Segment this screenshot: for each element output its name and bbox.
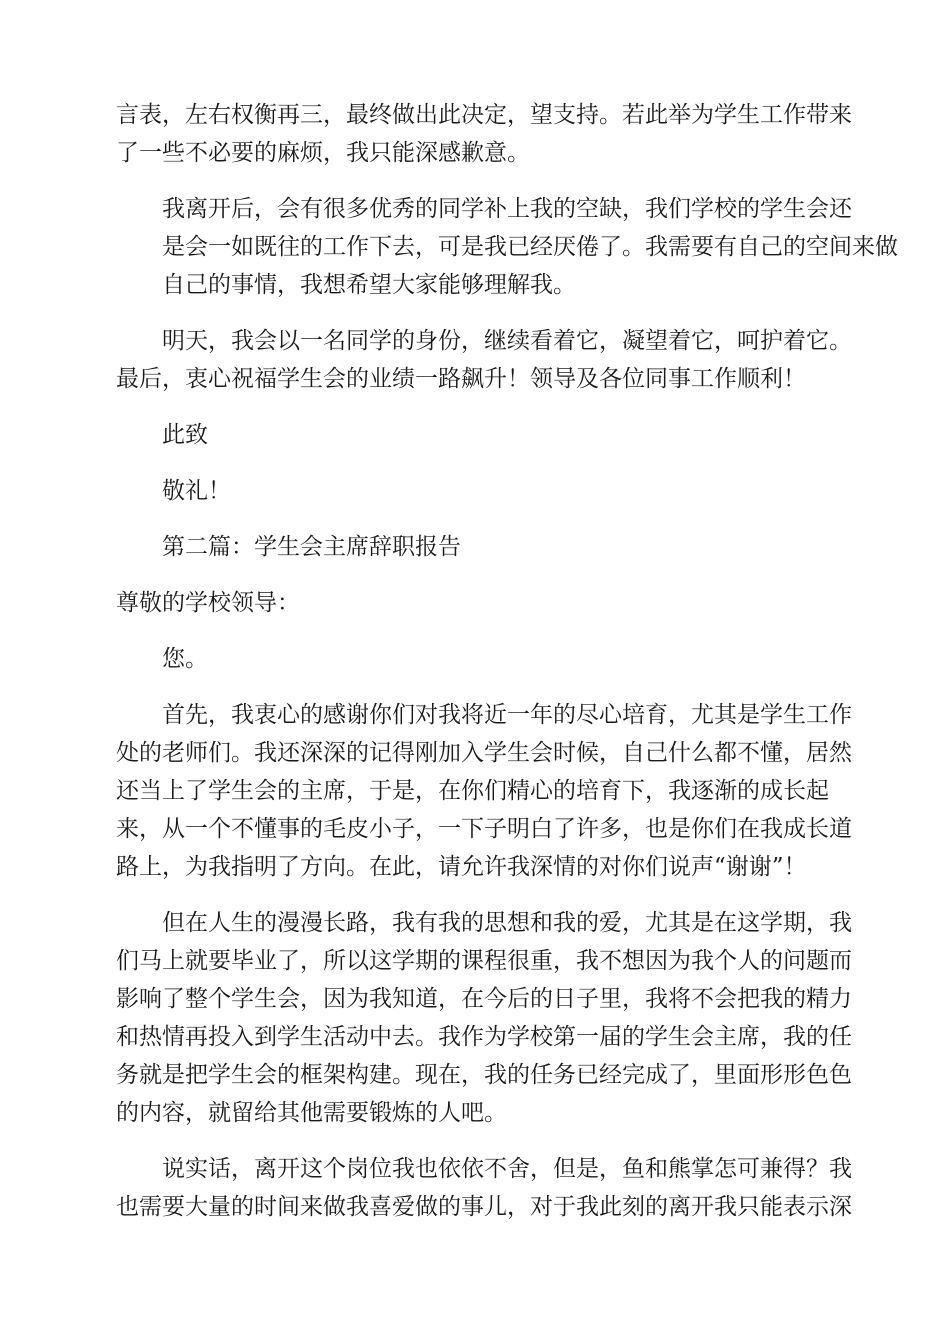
paragraph bbox=[116, 904, 852, 1132]
paragraph bbox=[116, 96, 852, 172]
text-line: 务就是把学生会的框架构建。现在，我的任务已经完成了，里面形形色色 bbox=[116, 1062, 852, 1088]
document-page bbox=[116, 96, 898, 1244]
text-line: 自己的事情，我想希望大家能够理解我。 bbox=[162, 272, 576, 298]
text-line: 最后，衷心祝福学生会的业绩一路飙升！领导及各位同事工作顺利！ bbox=[116, 366, 806, 392]
text-line: 了一些不必要的麻烦，我只能深感歉意。 bbox=[116, 140, 530, 166]
text-line: 也需要大量的时间来做我喜爱做的事儿，对于我此刻的离开我只能表示深 bbox=[116, 1194, 852, 1220]
text-line: 言表，左右权衡再三，最终做出此决定，望支持。若此举为学生工作带来 bbox=[116, 102, 852, 128]
paragraph bbox=[116, 322, 852, 398]
text-line: 路上，为我指明了方向。在此，请允许我深情的对你们说声“谢谢”！ bbox=[116, 854, 807, 880]
paragraph bbox=[116, 640, 834, 678]
text-line: 敬礼！ bbox=[162, 478, 231, 504]
closing-regards bbox=[116, 472, 834, 510]
text-line: 来，从一个不懂事的毛皮小子，一下子明白了许多，也是你们在我成长道 bbox=[116, 816, 852, 842]
text-line: 明天，我会以一名同学的身份，继续看着它，凝望着它，呵护着它。 bbox=[162, 328, 852, 354]
text-line: 第二篇：学生会主席辞职报告 bbox=[162, 534, 461, 560]
section-heading bbox=[116, 528, 834, 566]
text-line: 影响了整个学生会，因为我知道，在今后的日子里，我将不会把我的精力 bbox=[116, 986, 852, 1012]
text-line: 首先，我衷心的感谢你们对我将近一年的尽心培育，尤其是学生工作 bbox=[162, 702, 852, 728]
text-line: 尊敬的学校领导： bbox=[116, 590, 300, 616]
text-line: 说实话，离开这个岗位我也依依不舍，但是，鱼和熊掌怎可兼得？我 bbox=[162, 1156, 852, 1182]
text-line: 是会一如既往的工作下去，可是我已经厌倦了。我需要有自己的空间来做 bbox=[162, 234, 898, 260]
paragraph bbox=[116, 696, 852, 886]
text-line: 您。 bbox=[162, 646, 208, 672]
text-line: 处的老师们。我还深深的记得刚加入学生会时候，自己什么都不懂，居然 bbox=[116, 740, 852, 766]
greeting bbox=[116, 584, 834, 622]
text-line: 但在人生的漫漫长路，我有我的思想和我的爱，尤其是在这学期，我 bbox=[162, 910, 852, 936]
text-line: 此致 bbox=[162, 422, 208, 448]
paragraph bbox=[116, 190, 898, 304]
closing-salutation bbox=[116, 416, 834, 454]
text-line: 和热情再投入到学生活动中去。我作为学校第一届的学生会主席，我的任 bbox=[116, 1024, 852, 1050]
text-line: 我离开后，会有很多优秀的同学补上我的空缺，我们学校的学生会还 bbox=[162, 196, 852, 222]
text-line: 的内容，就留给其他需要锻炼的人吧。 bbox=[116, 1100, 507, 1126]
text-line: 们马上就要毕业了，所以这学期的课程很重，我不想因为我个人的问题而 bbox=[116, 948, 852, 974]
paragraph bbox=[116, 1150, 852, 1226]
text-line: 还当上了学生会的主席，于是，在你们精心的培育下，我逐渐的成长起 bbox=[116, 778, 829, 804]
